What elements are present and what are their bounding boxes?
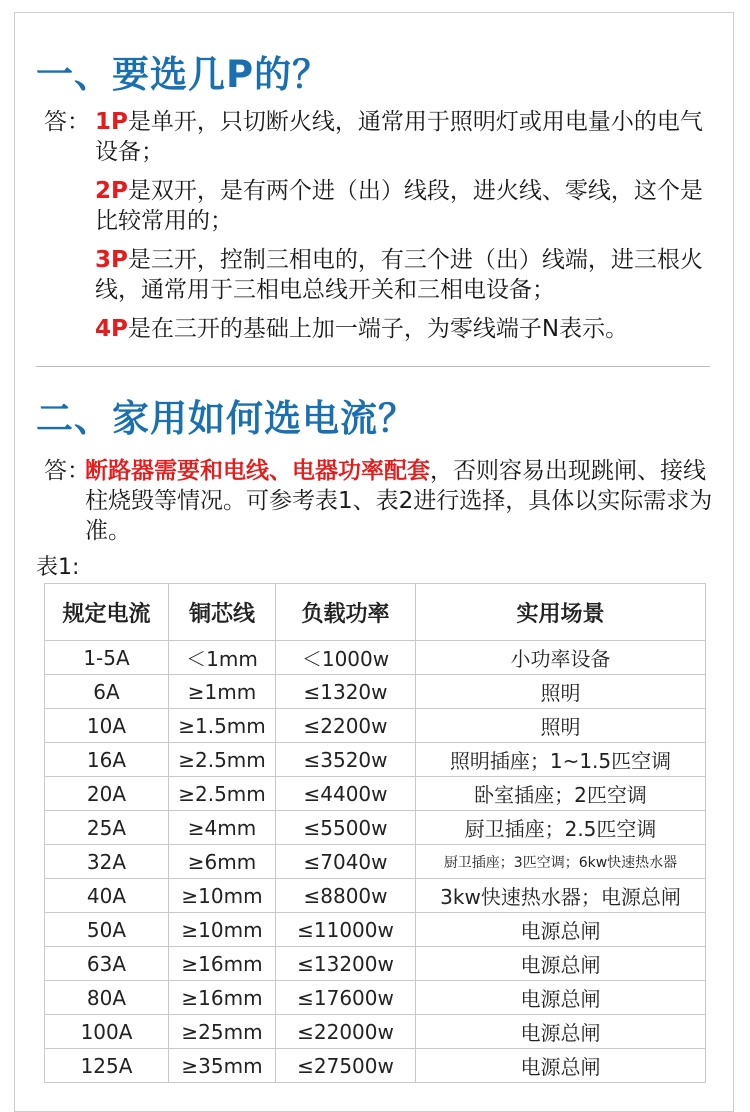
cell-current: 40A [45, 879, 169, 913]
item-text: 是双开，是有两个进（出）线段，进火线、零线，这个是比较常用的； [95, 178, 703, 234]
section2-answer [85, 456, 720, 546]
cell-current: 6A [45, 675, 169, 709]
cell-wire: ≥16mm [169, 947, 276, 981]
cell-current: 80A [45, 981, 169, 1015]
header-copper-wire: 铜芯线 [169, 584, 276, 641]
answer-text: ，否则容易出现跳闸、接线柱烧毁等情况。可参考表1、表2进行选择，具体以实际需求为准。 [85, 458, 713, 544]
cell-current: 63A [45, 947, 169, 981]
answer-highlight: 断路器需要和电线、电器功率配套 [85, 458, 430, 484]
cell-current: 50A [45, 913, 169, 947]
cell-current: 125A [45, 1049, 169, 1083]
cell-current: 100A [45, 1015, 169, 1049]
header-rated-current: 规定电流 [45, 584, 169, 641]
table-row [45, 913, 706, 947]
cell-usage: 卧室插座；2匹空调 [416, 777, 706, 811]
cell-wire: ≥2.5mm [169, 777, 276, 811]
item-text: 是单开，只切断火线，通常用于照明灯或用电量小的电气设备； [95, 109, 703, 165]
item-key: 1P [95, 109, 128, 135]
cell-wire: ≥16mm [169, 981, 276, 1015]
cell-power: ≤27500w [276, 1049, 416, 1083]
section1-answer-label: 答： [44, 109, 90, 135]
table-row [45, 675, 706, 709]
cell-usage: 电源总闸 [416, 1015, 706, 1049]
cell-power: ≤11000w [276, 913, 416, 947]
cell-usage: 厨卫插座；2.5匹空调 [416, 811, 706, 845]
table-row [45, 1015, 706, 1049]
cell-usage: 电源总闸 [416, 947, 706, 981]
item-text: 是在三开的基础上加一端子，为零线端子N表示。 [127, 316, 629, 342]
cell-usage: 厨卫插座；3匹空调；6kw快速热水器 [416, 845, 706, 879]
cell-power: ≤22000w [276, 1015, 416, 1049]
cell-wire: ≥6mm [169, 845, 276, 879]
section-divider [36, 366, 710, 367]
cell-power: ≤5500w [276, 811, 416, 845]
section1-item-4p [95, 314, 720, 344]
cell-current: 10A [45, 709, 169, 743]
cell-power: ＜1000w [276, 641, 416, 675]
cell-usage: 3kw快速热水器；电源总闸 [416, 879, 706, 913]
table1 [44, 583, 706, 1083]
cell-wire: ≥25mm [169, 1015, 276, 1049]
cell-wire: ≥2.5mm [169, 743, 276, 777]
cell-current: 1-5A [45, 641, 169, 675]
cell-power: ≤8800w [276, 879, 416, 913]
table-row [45, 709, 706, 743]
section2-answer-label: 答： [44, 458, 90, 484]
cell-usage: 小功率设备 [416, 641, 706, 675]
cell-wire: ≥1.5mm [169, 709, 276, 743]
cell-current: 25A [45, 811, 169, 845]
header-use-case: 实用场景 [416, 584, 706, 641]
section1-item-2p [95, 176, 720, 236]
cell-power: ≤2200w [276, 709, 416, 743]
cell-usage: 照明插座；1~1.5匹空调 [416, 743, 706, 777]
cell-current: 32A [45, 845, 169, 879]
cell-power: ≤17600w [276, 981, 416, 1015]
header-load-power: 负载功率 [276, 584, 416, 641]
item-key: 2P [95, 178, 128, 204]
table-row [45, 641, 706, 675]
cell-current: 20A [45, 777, 169, 811]
table-row [45, 947, 706, 981]
item-text: 是三开，控制三相电的，有三个进（出）线端，进三根火线，通常用于三相电总线开关和三相电设备； [95, 247, 703, 303]
cell-current: 16A [45, 743, 169, 777]
table-row [45, 777, 706, 811]
table-row [45, 811, 706, 845]
cell-power: ≤1320w [276, 675, 416, 709]
table-row [45, 845, 706, 879]
item-key: 4P [95, 316, 128, 342]
cell-wire: ＜1mm [169, 641, 276, 675]
cell-wire: ≥1mm [169, 675, 276, 709]
cell-usage: 电源总闸 [416, 1049, 706, 1083]
table-row [45, 879, 706, 913]
cell-power: ≤7040w [276, 845, 416, 879]
section1-item-1p [95, 107, 720, 167]
table-row [45, 743, 706, 777]
cell-power: ≤3520w [276, 743, 416, 777]
cell-power: ≤13200w [276, 947, 416, 981]
cell-power: ≤4400w [276, 777, 416, 811]
cell-wire: ≥35mm [169, 1049, 276, 1083]
table-row [45, 1049, 706, 1083]
table-header-row [45, 584, 706, 641]
table1-caption: 表1: [36, 555, 80, 580]
section2-heading: 二、家用如何选电流？ [36, 397, 416, 440]
cell-usage: 电源总闸 [416, 981, 706, 1015]
cell-usage: 电源总闸 [416, 913, 706, 947]
cell-wire: ≥10mm [169, 879, 276, 913]
cell-usage: 照明 [416, 675, 706, 709]
cell-wire: ≥10mm [169, 913, 276, 947]
cell-wire: ≥4mm [169, 811, 276, 845]
section1-heading: 一、要选几P的？ [36, 53, 331, 96]
item-key: 3P [95, 247, 128, 273]
cell-usage: 照明 [416, 709, 706, 743]
table-row [45, 981, 706, 1015]
section1-item-3p [95, 245, 720, 305]
